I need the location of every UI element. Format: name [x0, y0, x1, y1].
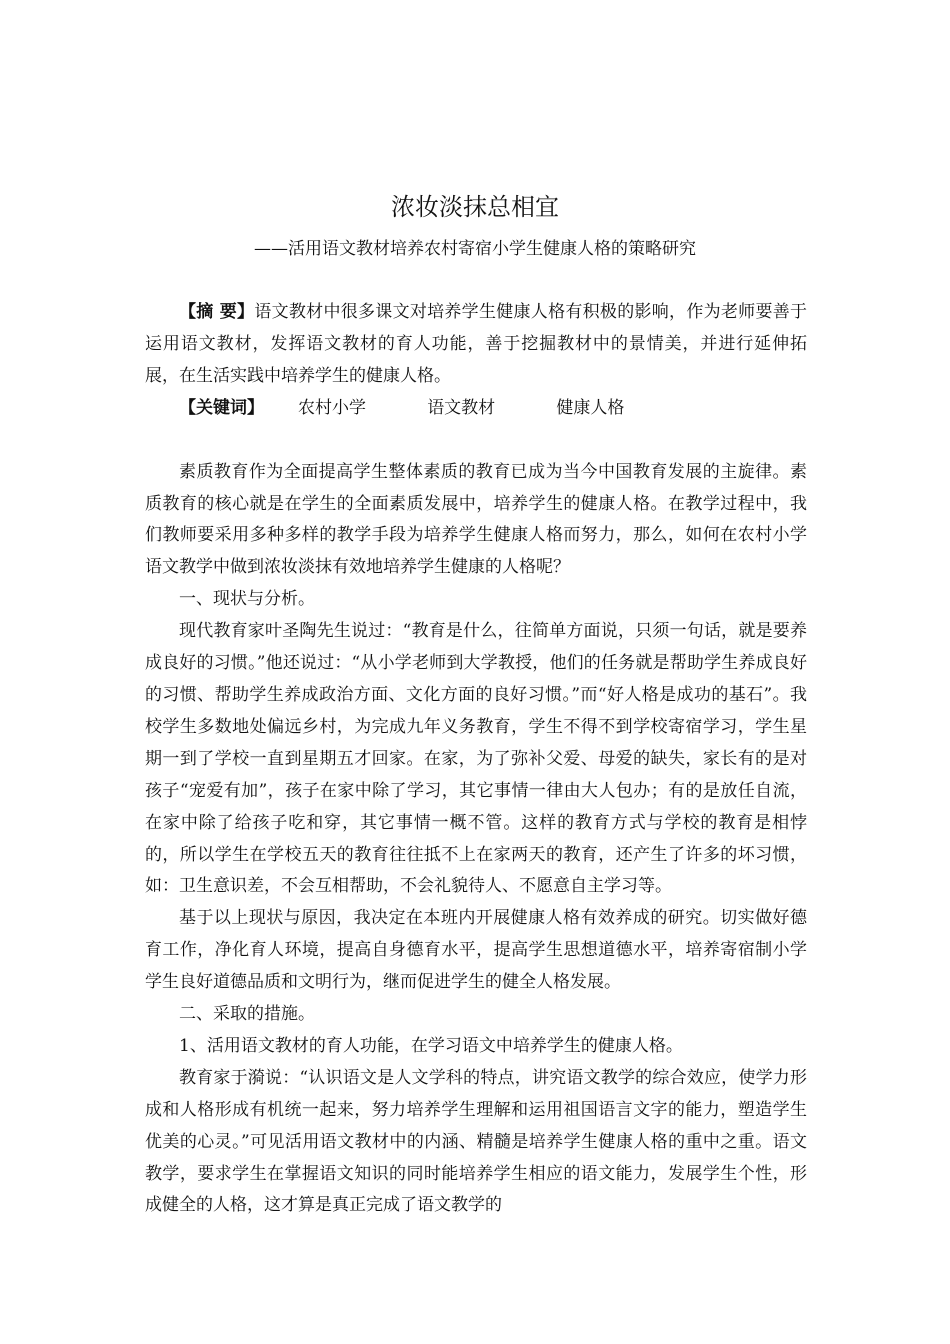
page-subtitle: ——活用语文教材培养农村寄宿小学生健康人格的策略研究	[254, 239, 696, 259]
abstract-paragraph	[145, 297, 807, 393]
keywords-paragraph	[145, 393, 807, 425]
keywords-label: 【关键词】	[179, 397, 264, 418]
abstract-text: 语文教材中很多课文对培养学生健康人格有积极的影响，作为老师要善于运用语文教材，发挥语文教材的育人功能，善于挖掘教材中的景情美，并进行延伸拓展，在生活实践中培养学生的健康人格。	[145, 302, 808, 386]
body-paragraph: 现代教育家叶圣陶先生说过：“教育是什么，往简单方面说，只须一句话，就是要养成良好的习惯。”他还说过：“从小学老师到大学教授，他们的任务就是帮助学生养成良好的习惯、帮助学生养成政治方面、文化方面的良好习惯。”而“好人格是成功的基石”。我校学生多数地处偏远乡村，为完成九年义务教育，学生不得不到学校寄宿学习，学生星期一到了学校一直到星期五才回家。在家，为了弥补父爱、母爱的缺失，家长有的是对孩子“宠爱有加”，孩子在家中除了学习，其它事情一律由大人包办；有的是放任自流，在家中除了给孩子吃和穿，其它事情一概不管。这样的教育方式与学校的教育是相悖的，所以学生在学校五天的教育往往抵不上在家两天的教育，还产生了许多的坏习惯，如：卫生意识差，不会互相帮助，不会礼貌待人、不愿意自主学习等。	[145, 621, 807, 897]
document-body	[145, 297, 807, 1222]
body-paragraph: 素质教育作为全面提高学生整体素质的教育已成为当今中国教育发展的主旋律。素质教育的核心就是在学生的全面素质发展中，培养学生的健康人格。在教学过程中，我们教师要采用多种多样的教学手段为培养学生健康人格而努力，那么，如何在农村小学语文教学中做到浓妆淡抹有效地培养学生健康的人格呢？	[145, 461, 807, 578]
section-heading: 二、采取的措施。	[179, 1004, 315, 1025]
keyword-item: 语文教材	[427, 397, 496, 418]
keyword-item: 健康人格	[556, 397, 625, 418]
subsection-heading: 1、活用语文教材的育人功能，在学习语文中培养学生的健康人格。	[179, 1035, 683, 1056]
page-title: 浓妆淡抹总相宜	[391, 193, 559, 221]
section-heading: 一、现状与分析。	[179, 589, 315, 610]
keyword-item: 农村小学	[298, 397, 366, 418]
body-paragraph: 教育家于漪说：“认识语文是人文学科的特点，讲究语文教学的综合效应，使学力形成和人格形成有机统一起来，努力培养学生理解和运用祖国语言文字的能力，塑造学生优美的心灵。”可见活用语文教材中的内涵、精髓是培养学生健康人格的重中之重。语文教学，要求学生在掌握语文知识的同时能培养学生相应的语文能力，发展学生个性，形成健全的人格，这才算是真正完成了语文教学的	[145, 1067, 807, 1216]
abstract-label: 【摘 要】	[179, 302, 255, 322]
body-paragraph: 基于以上现状与原因，我决定在本班内开展健康人格有效养成的研究。切实做好德育工作，净化育人环境，提高自身德育水平，提高学生思想道德水平，培养寄宿制小学学生良好道德品质和文明行为，继而促进学生的健全人格发展。	[145, 908, 807, 993]
